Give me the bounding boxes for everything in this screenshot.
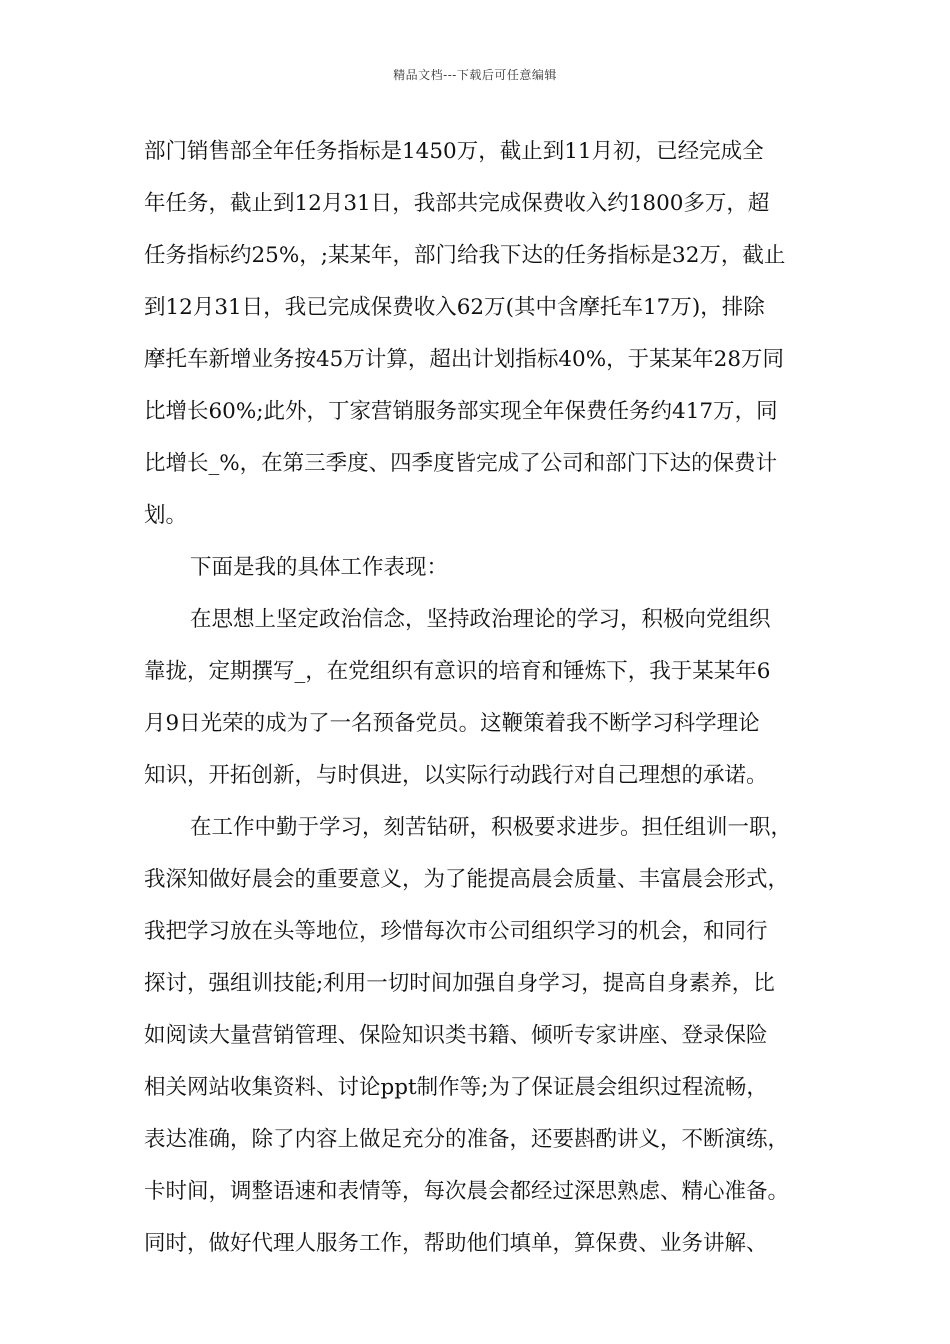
text-line: 划。 [144, 503, 188, 528]
text-line: 到12月31日，我已完成保费收入62万(其中含摩托车17万)，排除 [144, 295, 765, 320]
text-line: 靠拢，定期撰写_，在党组织有意识的培育和锤炼下，我于某某年6 [144, 659, 771, 684]
text-line: 在思想上坚定政治信念，坚持政治理论的学习，积极向党组织 [190, 607, 771, 632]
text-line: 下面是我的具体工作表现： [190, 555, 449, 580]
text-line: 月9日光荣的成为了一名预备党员。这鞭策着我不断学习科学理论 [144, 711, 760, 736]
text-line: 表达准确，除了内容上做足充分的准备，还要斟酌讲义，不断演练， [144, 1127, 790, 1152]
text-line: 我深知做好晨会的重要意义，为了能提高晨会质量、丰富晨会形式， [144, 867, 790, 892]
text-line: 年任务，截止到12月31日，我部共完成保费收入约1800多万，超 [144, 191, 770, 216]
text-line: 比增长_%，在第三季度、四季度皆完成了公司和部门下达的保费计 [144, 451, 778, 476]
text-line: 探讨，强组训技能;利用一切时间加强自身学习，提高自身素养，比 [144, 971, 775, 996]
text-line: 部门销售部全年任务指标是1450万，截止到11月初，已经完成全 [144, 139, 764, 164]
text-line: 同时，做好代理人服务工作，帮助他们填单，算保费、业务讲解、 [144, 1231, 768, 1256]
text-line: 相关网站收集资料、讨论ppt制作等;为了保证晨会组织过程流畅， [144, 1075, 768, 1100]
text-line: 在工作中勤于学习，刻苦钻研，积极要求进步。担任组训一职， [190, 815, 793, 840]
text-line: 任务指标约25%，;某某年，部门给我下达的任务指标是32万，截止 [144, 243, 786, 268]
text-line: 摩托车新增业务按45万计算，超出计划指标40%，于某某年28万同 [144, 347, 785, 372]
document-body [144, 126, 824, 1270]
page-header: 精品文档---下载后可任意编辑 [393, 68, 557, 82]
text-line: 我把学习放在头等地位，珍惜每次市公司组织学习的机会，和同行 [144, 919, 768, 944]
text-line: 卡时间，调整语速和表情等，每次晨会都经过深思熟虑、精心准备。 [144, 1179, 790, 1204]
text-line: 比增长60%;此外，丁家营销服务部实现全年保费任务约417万，同 [144, 399, 778, 424]
text-line: 如阅读大量营销管理、保险知识类书籍、倾听专家讲座、登录保险 [144, 1023, 768, 1048]
text-line: 知识，开拓创新，与时俱进，以实际行动践行对自己理想的承诺。 [144, 763, 768, 788]
